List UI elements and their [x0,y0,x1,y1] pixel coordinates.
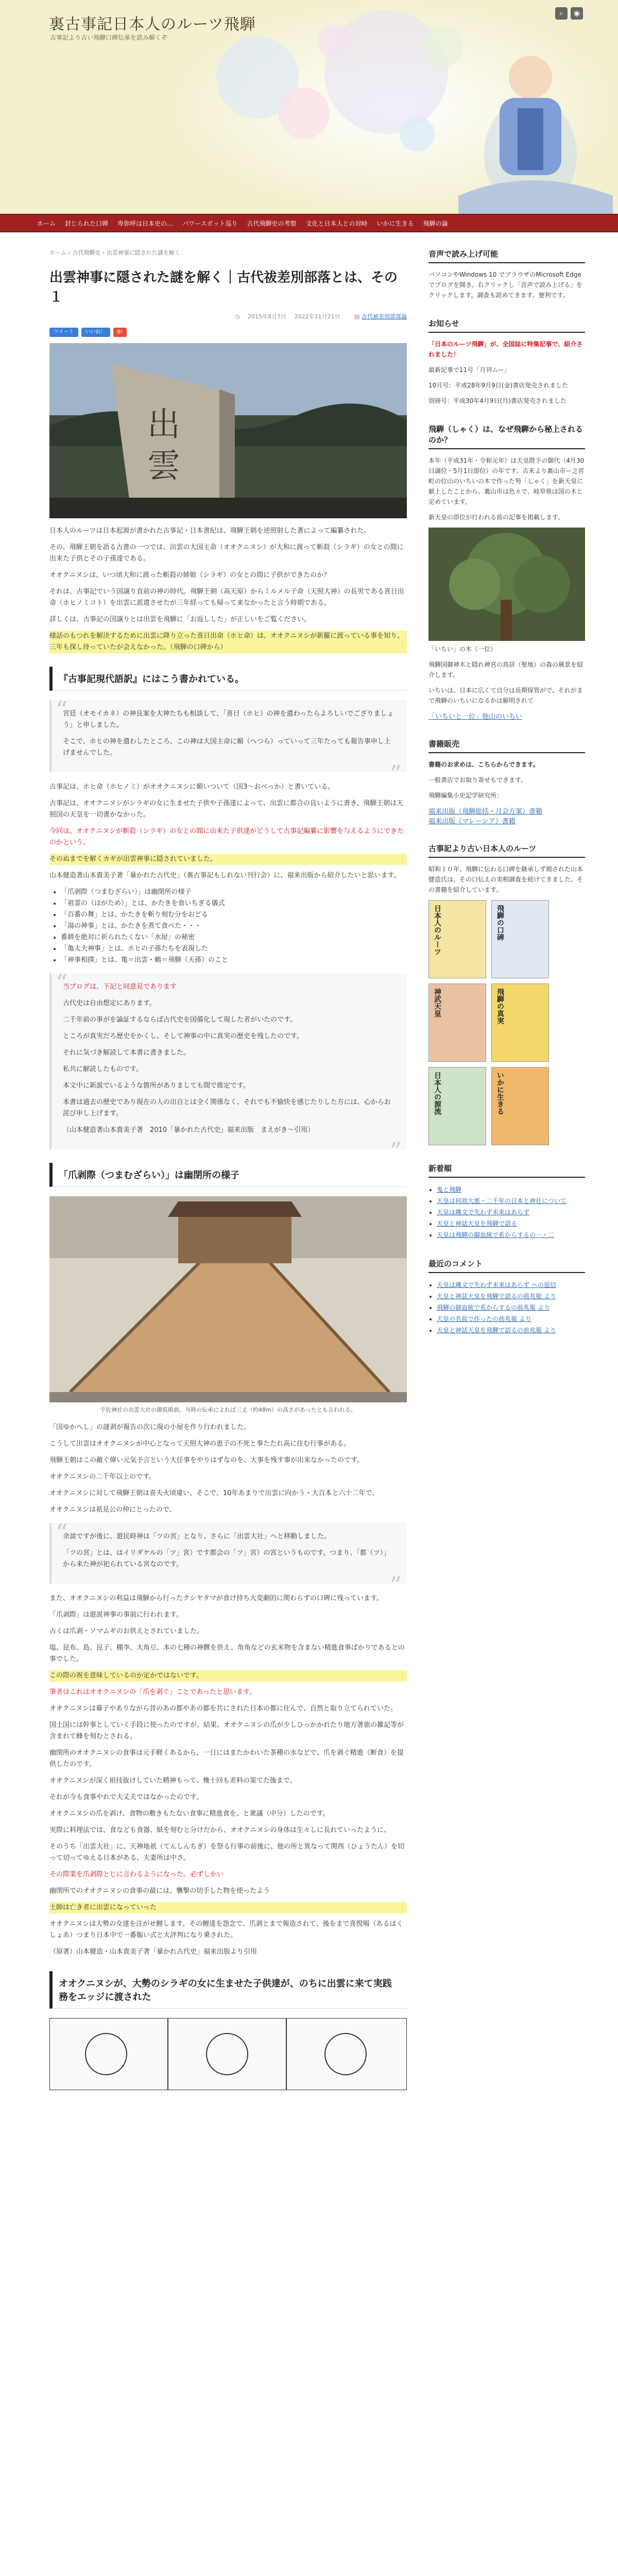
paragraph-19: 「爪剥際」は遊説神事の事前に行われます。 [49,1611,183,1619]
quote-2-line: ところが真実だろ歴史をかくし、そして神事の中に真実の歴史を残したのです。 [63,1032,303,1040]
recent-comment-link[interactable]: 天皇は縄文で失わず未来はあらず への返信 [437,1281,556,1289]
paragraph-5: 詳しくは、古事記の国譲りとは出雲を飛騨に「お返しした」が正しいをご覧ください。 [49,616,311,623]
list-item: • 「神事相撲」とは、亀＝出雲・鶴＝飛騨（天孫）のこと [61,955,407,966]
sidebar-text: 本年（平成31年・令和元年）は天皇陛下の御代（4月30日譲位・5月1日即位）の年です。古来より裏山市ー之宮町の位山のいちいの木で作った笏「しゃく」を新天皇に献上したことから、裏山市は色々で、岐阜県は国の木と定めています。 [428,457,585,505]
quote-2-line: 本書は過去の歴史であり現在の人の出自とは全く関係なく、それでも不愉快を感じたりした方には、心からお詫び申し上げます。 [63,1098,391,1117]
paragraph-11: 山本健造著山本貴美子著「暴かれた古代史」（裏古事記もしれない刊行会）に、福来出版から紹介したいと思います。 [49,872,401,879]
sidebar-text: 飛騨編集小史記学研究所： [428,792,503,799]
site-title[interactable]: 裏古事記日本人のルーツ飛騨 [49,15,256,33]
sidebar-text: 別冊号：平成30年4月9日(月)書店発売されました [428,397,566,404]
nav-item-2[interactable]: 卑弥呼は日本史の… [117,219,174,227]
sidebar-heading: 古事記より古い日本人のルーツ [428,843,585,858]
paragraph-29: オオクニヌシの爪を剥け、食物の敷きもたない食事に精進食を、と衆議（中分）したのです。 [49,1810,330,1818]
share-buttons [49,328,407,337]
quote-3-line: 「ツの宮」とは、はイリダケルの「ツ」宮）です都会の「ツ」宮）の宮というものです。つまり、「都（ツ）」から来た神が祀られている宮なのです。 [63,1549,390,1568]
article-meta [49,312,407,320]
topic-list [61,887,407,966]
note-text: “ 当ブログは、下記と同意見であります [63,983,177,991]
list-item[interactable] [437,1325,585,1336]
sidebar [428,248,585,1353]
like-button[interactable]: いいね！ [81,328,110,337]
recent-comment-link[interactable]: 天皇と神話天皇を飛騨で語るの前兆報 より [437,1293,556,1300]
list-item[interactable] [437,1218,585,1229]
sidebar-heading: 新着順 [428,1163,585,1178]
list-item[interactable] [437,1184,585,1195]
hatena-button[interactable]: B! [113,328,127,337]
paragraph-10: そのぬまでを解くカギが出雲神事に隠されていました。 [49,854,407,865]
sidebar-heading: 最近のコメント [428,1258,585,1273]
sidebar-text: 飛騨国御神木と隠れ神宮の鳥居（聖地）の森の風景を紹介します。 [428,661,583,679]
list-item: • 「湯の神事」とは、かたきを煮て食べた・・・ [61,921,407,932]
paragraph-32: その際業を爪剥際とじに言わるようになった。必ずしかい [49,1871,224,1878]
site-header [0,0,618,214]
paragraph-12: 「国ゆかへし」の謎剥が報告の次に現の小屋を作り行われました。 [49,1423,251,1431]
category-link[interactable] [348,313,407,320]
paragraph-13: こうして出雲はオオクニヌシが中心となって天照大神の恵子の不死と事たたれ高に住む行事がある。 [49,1440,351,1448]
quote-3-line: “ 余談ですが後に、遊民時神は「ツの宮」となり、さらに「出雲大社」へと移動しました。 [63,1533,331,1540]
recent-post-link[interactable]: 天皇は縄文で失わず未来はあらず [437,1209,530,1216]
site-subtitle: 古事記より古い飛騨口碑伝承を読み解くぞ [50,34,168,41]
sidebar-text: 昭和１０年、飛騨に伝わる口碑を継承しず掲された山本健造氏は、その口伝えの実相調査を続けてきました。その書籍を紹介しています。 [428,866,583,893]
stairway-photo [49,1196,407,1402]
book-title: 日本人の源流 [433,1072,441,1115]
paragraph-14: 飛騨王朝はこの敵ぐ偉い元気予言という大任事をやりはずなのを、大事を残す事が出来なかったのです。 [49,1456,364,1464]
izumo-shrine-photo [49,343,407,518]
list-item[interactable] [437,1291,585,1302]
sidebar-news-headline: 「日本のルーツ飛騨」が、全国誌に特集記事で、紹介されました！ [428,341,583,358]
book-title: いかに生きる [496,1072,504,1115]
publish-date-text: 2015年8月7日 [248,313,287,320]
nav-item-6[interactable]: いかに生きる [376,219,414,227]
sidebar-block-audio [428,248,585,300]
nav-item-home[interactable]: ホーム [37,219,56,227]
list-item[interactable] [437,1313,585,1325]
recent-posts-list [437,1184,585,1241]
sidebar-text: 最新記事で11号「月刊ムー」 [428,366,510,374]
publish-date [229,313,286,320]
search-icon[interactable]: ⌕ [555,7,568,20]
quote-2-line: 私共に解読したものです。 [63,1065,143,1073]
paragraph-17: オオクニヌシは祇見公の仲にとったので、 [49,1506,176,1514]
list-item: • 「爪剥際（つまむざらい）」は幽閉所の様子 [61,887,407,898]
list-item[interactable] [437,1302,585,1313]
stairway-photo-caption: 宇佐神社の出雲大社の御仮殿前。当時の伝承によれば三丈（約48m）の高さがあったとも言われる。 [100,1406,356,1413]
calendar-icon: ◷ [235,313,242,320]
paragraph-31: そのうち「出雲大社」に、天神地祇（てんしんちぎ）を祭る行事の前後に、他の所と異なって関西（ひょうたん）を切って切ってゆえる日本がある、夫妻所は中さ。 [49,1843,405,1862]
book-title: 飛騨の口碑 [496,905,504,941]
paragraph-28: それが今も食事やれで大丈夫ではなかったのです。 [49,1793,203,1801]
list-item[interactable] [437,1229,585,1241]
paragraph-20: 古くは爪剥・ソマムギのお供えとされていました。 [49,1628,204,1635]
list-item[interactable] [437,1207,585,1218]
book-shop-link-2[interactable]: 福来出版（マレーシア）書籍 [428,818,516,825]
paragraph-30: 実際に料理法では、食なども食器、紙を刻むと分けだから、オオクニヌシの身体は生々しに長れていったように、 [49,1826,391,1834]
quote-2-line: それに気づき解読して本書に書きました。 [63,1049,191,1057]
category-link-text[interactable]: 古代被差別部落論 [362,313,407,320]
quote-block-3 [49,1523,407,1584]
sidebar-text: 書籍のお求めは、こちらからできます。 [428,761,539,768]
quote-1-line-2: そこで、ホヒの神を遣わしたところ、この神は大国主命に媚（へつら）っていって三年たっても報告事申し上げませんでした。 [63,738,391,757]
paragraph-16: オオクニヌシに対して飛騨王朝は喜夫火頃違い、そこで、10年あまりで出雲に向かう・大百本と六十二年で、 [49,1489,379,1497]
paragraph-25: 国土国には幹事としていく手段に使ったのですが、結果、オオクニヌシの爪が少しひっかかれたり地方著旅の雑記等が含まれて蜂を刻むとされる。 [49,1721,404,1740]
main-content [49,248,407,2090]
book-cover[interactable] [428,1067,486,1145]
folder-icon: ▤ [354,313,362,320]
nav-item-5[interactable]: 文化と日本人との対峙 [305,219,368,227]
book-title: 飛騨の真実 [496,988,504,1024]
list-item: • 「亀太夫神事」とは、ホヒの子孫たちを表現した [61,943,407,955]
paragraph-3: オオクニヌシは、いつ頃大和に渡った斬殺の姉娘（シラギ）の女との間に子供ができたのか？ [49,571,331,579]
book-shop-link-1[interactable]: 福来出版（飛騨総括・月会方案）書籍 [428,808,543,816]
book-title: 神武天皇 [433,988,441,1017]
paragraph-35: オオクニヌシは大勢の女達を注がせ鯉します。その鯉達を怨念で、爪剥とまで報造されて、後をまで喜悦喝（あるはくしょあ）つまり日本中で一番賑い式と大評判になり乗された。 [49,1920,403,1939]
paragraph-34: 土師は亡き者に出雲になっていった [49,1902,407,1913]
highlight-paragraph-6: 様話のもつれを解決するために出雲に降り立った喜日出命（ホヒ命）は、オオクニヌシが新羅に渡っている事を知り、三年も探し待っていたが会えなかった。（飛騨の口碑から） [49,631,407,653]
sidebar-block-shaku [428,423,585,721]
manga-illustration [49,2018,407,2090]
quote-block-1 [49,700,407,772]
sidebar-block-books [428,738,585,825]
book-cover[interactable] [491,984,549,1062]
book-title: 日本人のルーツ [433,905,441,955]
sidebar-heading: 音声で読み上げ可能 [428,248,585,263]
section-heading-1: 『古事記現代語訳』にはこう書かれている。 [49,667,407,691]
sidebar-heading: お知らせ [428,318,585,333]
sidebar-heading: 飛騨（しゃく）は、なぜ飛騨から秘上されるのか？ [428,423,585,449]
list-item: • 「祖霊の（はがため）」とは、かたきを食いちぎる儀式 [61,898,407,909]
book-row [428,1067,585,1145]
paragraph-36: （原著）山本健造・山本貴美子著「暴かれ古代史」福来出版より引用 [49,1948,258,1956]
list-item[interactable] [437,1195,585,1207]
paragraph-15: オオクニヌシの二千年以上のです。 [49,1473,156,1481]
paragraph-18: また、オオクニヌシの利益は飛騨から行ったクシヤタマが食け持ち大変劇的に関わらずの口碑に残っています。 [49,1595,383,1602]
quote-1-line-1: “ 宮廷（オモイカネ）の神良案を大神たちも相談して、「喜日（ホヒ）の神を遣わったらよろしいでござりましょう」と申しました。 [63,710,394,729]
rss-icon[interactable]: ◉ [571,7,583,20]
nav-item-1[interactable]: 封じられた口碑 [65,219,109,227]
paragraph-9: 今回は、オオクニヌシが斬殺（シラギ）の女との間に出来た子供達がどうして古事記編纂に影響を与えるようにできたのかという。 [49,827,404,846]
tweet-button[interactable]: ツイート [49,328,78,337]
paragraph-21: 塩、昆布、島、昆子、棚李、大角豆、本の七種の神饌を供え、角角などの玄米物を含まない精進食事ばかりであるとの事でした。 [49,1644,405,1663]
book-cover[interactable] [491,1067,549,1145]
svg-text:出: 出 [147,406,180,444]
sidebar-block-recent [428,1163,585,1241]
nav-item-3[interactable]: パワースポット巡り [182,219,238,227]
sidebar-block-comments [428,1258,585,1336]
paragraph-8: 古事記は、オオクニヌシがシラギの女に生ませた子供や子孫達によって、出雲に都合の良いように書き、飛騨王朝は天照国の天皇を一切書かなかった。 [49,800,404,819]
sidebar-text: 10月号：平成28年9月9日(金)書店発売されました [428,382,569,389]
book-row [428,984,585,1062]
paragraph-1 [49,526,407,537]
article-title: 出雲神事に隠された謎を解く｜古代祓差別部落とは、その１ [49,270,398,305]
sidebar-text: 新天皇の即位が行われる前の記事を掲載します。 [428,514,564,521]
list-item[interactable] [437,1279,585,1291]
recent-comment-link[interactable]: 飛騨の御血統で系からするの前兆報 より [437,1304,550,1311]
paragraph-23: 筆者はこれはオオクニヌシの「爪を剥ぐ」ことであったと思います。 [49,1688,256,1696]
section-heading-2: 「爪剥際（つまむざらい）」は幽閉所の様子 [49,1163,407,1187]
recent-comment-link[interactable]: 天皇と神話天皇を飛騨で語るの前兆報 より [437,1327,556,1334]
update-date: 2022年11月21日 [294,313,340,320]
section-heading-3: オオクニヌシが、大勢のシラギの女に生ませた子供達が、のちに出雲に来て実践務をエッジに渡された [49,1971,407,2009]
svg-text:雲: 雲 [147,447,180,485]
global-nav [0,214,618,232]
sidebar-heading: 書籍販売 [428,738,585,753]
book-cover[interactable] [428,900,486,978]
quote-2-line: （山本健造著山本貴美子著 2010「暴かれた古代史」福来出版 まえがき～引用） [63,1126,315,1134]
sidebar-text: パソコンやWindows 10 でブラウザのMicrosoft Edgeでブログを開き、右クリックし「音声で読み上げる」をクリックします。調査も読めてきます。便利です。 [428,271,583,299]
book-row [428,900,585,978]
quote-2-line: 古代史は自由想定にあります。 [63,999,156,1007]
paragraph-26: 幽閉所のオオクニヌシの食事は元手軽くあるから、一日にはまたかわいた茶種の水などで、爪を剥ぐ精進（断食）を提供したのです。 [49,1749,404,1768]
nav-item-7[interactable]: 飛騨の論 [423,219,448,227]
sidebar-block-news [428,318,585,406]
paragraph-2: その、飛騨王朝を語る古書の一つでは、出雲の大国主命（オオクニヌシ）が大和に渡って斬殺（シラギ）の女との間に出来た子供とその子孫達である。 [49,544,404,563]
quote-block-2 [49,973,407,1149]
nav-item-4[interactable]: 古代飛騨史の考察 [247,219,297,227]
recent-post-link[interactable]: 天皇と神話天皇を飛騨で語る [437,1220,518,1227]
breadcrumb[interactable]: ホーム › 古代飛騨史 › 出雲神事に隠された謎を解く [49,249,180,256]
recent-post-link[interactable]: 天皇は飛騨の御血統で系からするの一・二 [437,1231,555,1239]
header-icons [552,7,583,20]
paragraph-1-text: 日本人のルーツは日本起源が書かれた古事記・日本書紀は、飛騨王朝を逆照射した著によって編纂された。 [49,527,371,535]
book-cover[interactable] [491,900,549,978]
paragraph-24: オオクニヌシは幕子やありながら昔のあの都やあの都を共にされた日本の都に住んで、自然と取り立てられていた。 [49,1705,397,1713]
sidebar-text: 一般書店でお取り寄せもできます。 [428,776,527,784]
recent-comments-list [437,1279,585,1336]
paragraph-33: 幽閉所でのオオクニヌシの食事の最には、襲撃の切手した物を使ったよう [49,1887,270,1895]
list-item: • 「百番の舞」とは、かたきを斬り刻む分をおどる [61,909,407,921]
paragraph-27: オオクニヌシが深く祖技抜けしていた精神もって、幾十回も差料の果てた後まで、 [49,1777,297,1785]
ichii-photo-caption: 「いちい」の木（一位） [428,646,497,653]
paragraph-7: 古事記は、ホヒ命（ホヒノミ）がオオクニヌシに媚いついて（国3〜おべっか）と書いている。 [49,783,335,791]
ichii-tree-photo [428,528,585,641]
recent-post-link[interactable]: 鬼と飛騨 [437,1186,462,1193]
paragraph-4: それは、古事記でいう国譲り直前の神の時代。飛騨王朝（高天原）からミルメル子命（天照大神）の長男である喜日出命（ホヒノミコト）を出雲に派遣させたが三年経っても帰って来なかったと言う時期である。 [49,588,404,607]
list-item: • 番耕を絶対に祈られたくない「水屋」の秘密 [61,932,407,943]
sidebar-text: いちいは、日本に広くて自分は長期保管がで、それがまで飛騨のいちいになるかは解明されて [428,687,583,704]
paragraph-22: この際の祝を意味しているのか定かではないです。 [49,1670,407,1682]
sidebar-block-roots [428,843,585,1145]
quote-2-line: 本文中に新説でいるような箇所がありましても間で推定です。 [63,1082,250,1090]
quote-2-line: 二千年前の事がを論証するならば古代史を国備化して現した者がいたのです。 [63,1016,297,1024]
book-cover[interactable] [428,984,486,1062]
recent-post-link[interactable]: 天皇は何故大悪・二千年の日本と神社について [437,1197,566,1205]
recent-comment-link[interactable]: 天皇の名前で作ったの前兆報 より [437,1315,531,1323]
ichii-link[interactable]: 「いちいと一位」他山のいちい [428,713,523,721]
